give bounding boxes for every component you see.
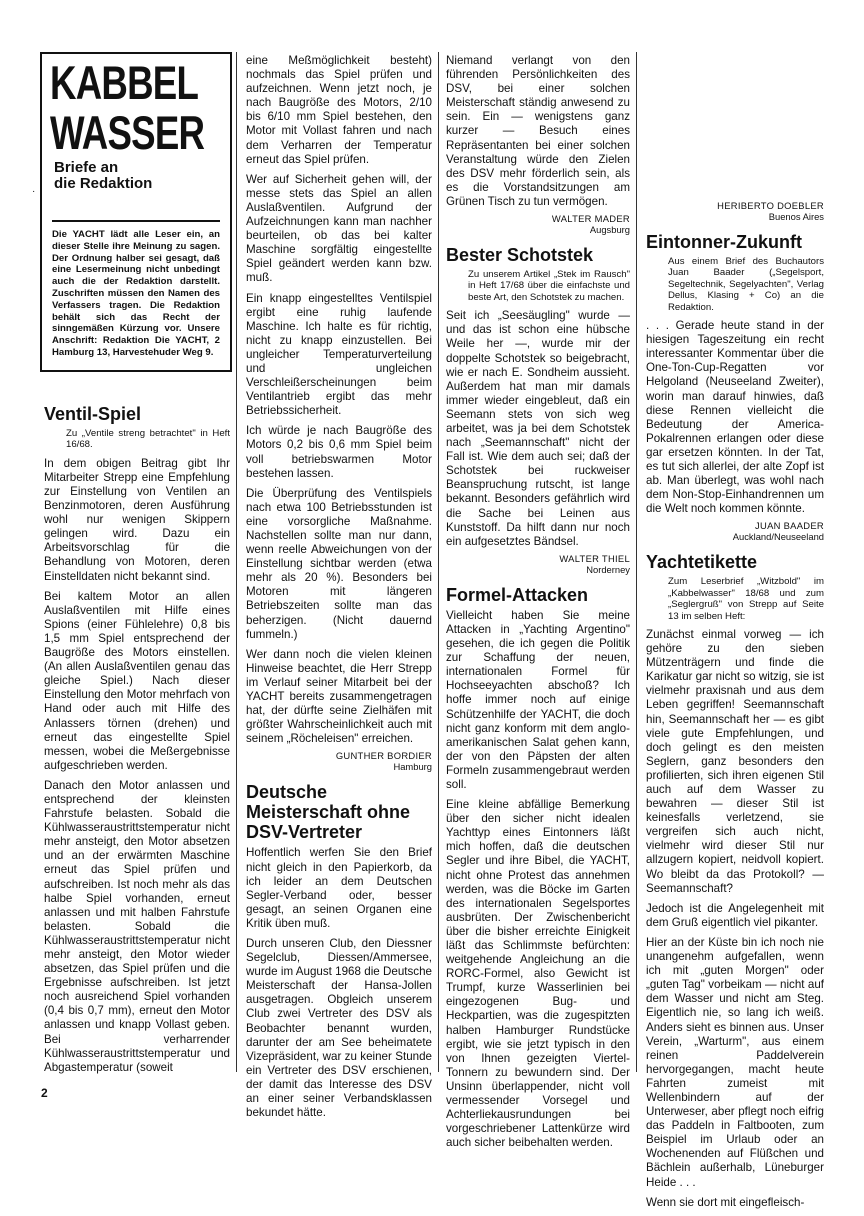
paragraph: Hier an der Küste bin ich noch nie unangenehm aufgefallen, wenn ich mit „guten Morgen" oder „guten Tag" vorbeikam — nicht auf dem Wasser und nicht am Steg. Eigentlich nie, so lang ich weiß. Anders sieht es binnen aus. Unser Verein, „Warturm", aus einem reinen Paddelverein hervorgegangen, macht heute Fahrten zumeist mit Wellenbindern auf der Unterweser, aber pflegt noch eifrig das Paddeln in Faltbooten, zum Beispiel im Urlaub oder an Wochenenden auf Flüßchen und Bächlein außerhalb, Lüneburger Heide . . . bbox=[646, 935, 824, 1189]
paragraph: . . . Gerade heute stand in der hiesigen Tageszeitung ein recht interessanter Kommentar über die One-Ton-Cup-Regatten vor Helgoland (Neuseeland Zweiter), worin man darauf hinwies, daß diese Rennen vielleicht die Bedeutung der America-Pokalrennen erlangen oder diese gar ersetzen könnten. In der Tat, es tut sich allerlei, der alte Zopf ist ab. Man überlegt, was wohl nach dem Non-Stop-Einhandrennen um die Welt noch kommen könnte. bbox=[646, 319, 824, 516]
column-3 bbox=[446, 54, 630, 1156]
letter-title-schotstek: Bester Schotstek bbox=[446, 245, 594, 266]
paragraph: Durch unseren Club, den Diessner Segelclub, Diessen/Ammersee, wurde im August 1968 die Deutsche Meisterschaft der Hansa-Jollen ausgetragen. Obgleich unserem Club zwei Vertreter des DSV als Beobachter benannt wurden, darunter der am See beheimatete Vizepräsident, war zu keiner Stunde ein Vertreter des DSV erschienen, der damit das Interesse des DSV an einer seiner Verbandsklassen bekundet hätte. bbox=[246, 936, 432, 1120]
column-1 bbox=[44, 404, 230, 1081]
column-rule bbox=[636, 52, 637, 1072]
paragraph: Eine kleine abfällige Bemerkung über den sicher nicht idealen Yachttyp eines Eintonners läßt mich hoffen, daß die deutschen Segler und ihre Bibel, die YACHT, nicht ohne Protest das annehmen werden, was die Böcke im Garten des internationalen Segelsportes ausbrüten. Der Zwischenbericht über die bisher erreichte Einigkeit läßt das Schlimmste befürchten: weitgehende Angleichung an die RORC-Formel, also Gewicht ist Trumpf, kurze Wasserlinien bei eingezogenen Bug- und Heckpartien, was die zugespitzten halben Hamburger Rundstücke ergibt, wie sie jetzt typisch in den von Ihnen gezeigten Viertel-Tonnern zu bewundern sind. Der Unsinn überlappender, nicht voll vermessender Vorsegel und Achterliekausrundungen bei vorgeschriebener Lattenkürze wird auch sicher beibehalten werden. bbox=[446, 798, 630, 1150]
signature-eintonner bbox=[646, 520, 824, 542]
paragraph: Wer auf Sicherheit gehen will, der messe stets das Spiel an allen Auslaßventilen. Aufgrund der Aufzeichnungen kann man nachher beurteilen, ob das bei kalter Maschine sorgfältig eingestellte Spiel geändert werden kann bzw. muß. bbox=[246, 172, 432, 285]
signature-formel bbox=[646, 200, 824, 222]
paragraph: Ein knapp eingestelltes Ventilspiel ergibt eine ruhig laufende Maschine. Ich halte es für richtig, nicht zu knapp einzustellen. Bei ungleicher Temperaturverteilung und ungleichen Verschleißerscheinungen beim Ventilantrieb ergibt das mehr Betriebssicherheit. bbox=[246, 291, 432, 418]
paragraph: Seit ich „Seesäugling" wurde — und das ist schon eine hübsche Weile her —, wurde mir der doppelte Schotstek so beigebracht, wie er nach E. Sondheim aussieht. Außerdem hat man mir damals immer wieder eingebleut, daß ein Seemann stets von sich weg arbeitet, was ja bei dem Schotstek nach „Seemannschaft" nicht der Fall ist. Wie dem auch sei; daß der Schotstek bei ruckweiser Beanspruchung rutscht, ist lange bekannt. Besonders gefährlich wird die Sache bei Leinen aus Kunststoff. Da hilft dann nur noch ein aufgesetztes Bändsel. bbox=[446, 309, 630, 548]
paragraph: Hoffentlich werfen Sie den Brief nicht gleich in den Papierkorb, da ich leider an dem Deutschen Segler-Verband oder, besser gesagt, an seinen Organen eine Kritik üben muß. bbox=[246, 846, 432, 930]
masthead-title-line1: KABBEL bbox=[50, 56, 199, 109]
signature-name: WALTER THIEL bbox=[559, 552, 630, 564]
masthead-box bbox=[40, 52, 232, 372]
paragraph: Jedoch ist die Angelegenheit mit dem Gruß eigentlich viel pikanter. bbox=[646, 901, 824, 929]
letter-lead-yachtetikette: Zum Leserbrief „Witzbold" im „Kabbelwasser" 18/68 und zum „Seglergruß" von Strepp auf Seite 13 im selben Heft: bbox=[668, 576, 824, 622]
margin-mark: · bbox=[32, 186, 36, 197]
masthead-title-line2: WASSER bbox=[50, 106, 205, 159]
letter-lead-schotstek: Zu unserem Artikel „Stek im Rausch" in Heft 17/68 über die einfachste und beste Art, den Schotstek zu machen. bbox=[468, 269, 630, 303]
paragraph: Bei kaltem Motor an allen Auslaßventilen mit Hilfe eines Spions (einer Fühlelehre) 0,8 bis 1,5 mm Spiel entsprechend der Baugröße des Motors einstellen. (An allen Auslaßventilen genau das gleiche Spiel.) Nach dieser Einstellung den Motor mehrfach von Hand oder auch mit Hilfe des Anlassers törnen (drehen) und erneut das eingestellte Spiel messen, wobei die Meßergebnisse aufgeschrieben werden. bbox=[44, 589, 230, 772]
signature-schotstek bbox=[446, 553, 630, 575]
masthead-divider bbox=[52, 220, 220, 222]
letter-title-yachtetikette: Yachtetikette bbox=[646, 552, 758, 573]
paragraph: Ich würde je nach Baugröße des Motors 0,2 bis 0,6 mm Spiel beim voll betriebswarmen Motor bestehen lassen. bbox=[246, 424, 432, 480]
signature-place: Norderney bbox=[586, 563, 630, 575]
paragraph: Wer dann noch die vielen kleinen Hinweise beachtet, die Herr Strepp im Verlauf seiner Mitarbeit bei der YACHT bereits zusammengetragen hat, der dürfte seine Zielhäfen mit größter Wahrscheinlichkeit auch mit seinem „Röcheleisen" erreichen. bbox=[246, 647, 432, 746]
paragraph: Vielleicht haben Sie meine Attacken in „Yachting Argentino" gesehen, die ich gegen die Politik zur Schaffung der neuen, internationalen Formel für Hochseeyachten abschoß? Ich hoffe immer noch auf einige Schützenhilfe der YACHT, die doch nicht ganz konform mit dem anglo-amerikanischen Salat gehen kann, der von den Päpsten der alten Formeln zusammengebraut werden soll. bbox=[446, 608, 630, 791]
signature-place: Augsburg bbox=[589, 224, 630, 236]
letter-title-eintonner: Eintonner-Zukunft bbox=[646, 232, 802, 252]
letter-title-ventil: Ventil-Spiel bbox=[44, 404, 142, 424]
signature-place: Buenos Aires bbox=[768, 211, 824, 222]
paragraph: Zunächst einmal vorweg — ich gehöre zu den sieben Mützenträgern und finde die Karikatur gar nicht so witzig, sie ist vielmehr praxisnah und aus dem Leben gegriffen! Seemannschaft hin, Seemannschaft her — es gibt viele gute Empfehlungen, und doch gelingt es den meisten Seglern, ganz besonders den profilierten, sich ihren eigenen Stil auch auf dem Wasser zu bewahren — dieser Stil ist keinesfalls verletzend, sie vergreifen sich auch nicht, vielmehr wird dieser Stil nur allzugern kopiert, neidvoll kopiert. Wo bleibt da das Protokoll? — Seemannschaft? bbox=[646, 627, 824, 895]
column-rule bbox=[236, 52, 237, 1072]
letter-lead-eintonner: Aus einem Brief des Buchautors Juan Baader („Segelsport, Segeltechnik, Segelyachten", Verlag Dellus, Klasing + Co) an die Redaktion. bbox=[668, 256, 824, 313]
signature-name: WALTER MADER bbox=[551, 213, 630, 225]
masthead-subtitle-line1: Briefe an bbox=[54, 159, 119, 176]
masthead-subtitle-line2: die Redaktion bbox=[54, 175, 153, 192]
paragraph: eine Meßmöglichkeit besteht) nochmals das Spiel prüfen und aufzeichnen. Wenn jetzt noch, je nach Baugröße des Motors, 2/10 bis 6/10 mm Spiel bestehen, den Motor mit Vollast fahren und nach dem Verharren der Temperatur erneut das Spiel prüfen. bbox=[246, 54, 432, 166]
paragraph: Danach den Motor anlassen und entsprechend der kleinsten Fahrstufe belasten. Sobald die Kühlwasseraustrittstemperatur nicht mehr ansteigt, den Motor absetzen und an der erwärmten Maschine erneut das Spiel prüfen und aufschreiben. Ist noch mehr als das halbe Spiel vorhanden, erneut anlassen und mit halben Fahrstufe belasten. Sobald die Kühlwasseraustrittstemperatur nicht mehr ansteigt, den Motor wieder absetzen, das Spiel prüfen und die Ergebnisse aufschreiben. Ist jetzt noch ausreichend Spiel vorhanden (0,4 bis 0,7 mm), erneut den Motor anlassen und knapp Vollast geben. Bei verharrender Kühlwasseraustrittstemperatur und Abgastemperatur (soweit bbox=[44, 778, 230, 1074]
paragraph: Wenn sie dort mit eingefleisch- bbox=[646, 1195, 805, 1209]
signature-dsv bbox=[446, 213, 630, 235]
paragraph: Die Überprüfung des Ventilspiels nach etwa 100 Betriebsstunden ist eine vorsorgliche Maßnahme. Nachstellen sollte man nur dann, wenn reelle Abweichungen von der Einstellung sichtbar werden (etwa mehr als 20 %). Besonders bei Motoren mit längeren Betriebszeiten sollte man das beherzigen. (Nicht dauernd fummeln.) bbox=[246, 486, 432, 641]
column-4 bbox=[646, 200, 824, 1216]
signature-name: HERIBERTO DOEBLER bbox=[717, 200, 824, 211]
column-rule bbox=[438, 52, 439, 1072]
signature-name: JUAN BAADER bbox=[755, 520, 824, 532]
paragraph: Niemand verlangt von den führenden Persönlichkeiten des DSV, bei einer solchen Meisterschaft ständig anwesend zu sein. Ein — wenigstens ganz kurzer — Besuch eines Repräsentanten bei einer solchen Veranstaltung würde den Zielen des DSV mehr förderlich sein, als es die Vorstandsitzungen am Grünen Tisch zu tun vermögen. bbox=[446, 54, 630, 208]
letter-lead-ventil: Zu „Ventile streng betrachtet" in Heft 16/68. bbox=[66, 428, 230, 451]
signature-place: Hamburg bbox=[393, 761, 432, 773]
signature-ventil bbox=[246, 750, 432, 772]
masthead-info: Die YACHT lädt alle Leser ein, an dieser Stelle ihre Meinung zu sagen. Der Ordnung halber sei gesagt, daß eine Lesermeinung nicht unbedingt auch die der Redaktion darstellt. Zuschriften müssen den Namen des Verfassers tragen. Die Redaktion behält sich das Recht der sinngemäßen Kürzung vor. Unsere Anschrift: Redaktion Die YACHT, 2 Hamburg 13, Harvestehuder Weg 9. bbox=[52, 229, 220, 358]
letter-title-formel: Formel-Attacken bbox=[446, 584, 589, 605]
signature-place: Auckland/Neuseeland bbox=[732, 531, 824, 543]
page-number: 2 bbox=[41, 1086, 48, 1100]
column-2 bbox=[246, 54, 432, 1126]
signature-name: GUNTHER BORDIER bbox=[335, 750, 432, 762]
paragraph: In dem obigen Beitrag gibt Ihr Mitarbeiter Strepp eine Empfehlung zur Einstellung von Ventilen an Benzinmotoren, deren Ausführung wohl nur wenigen Skippern gelingen wird. Dazu ein Arbeitsvorschlag für die Behandlung von Motoren, deren Einstelldaten nicht bekannt sind. bbox=[44, 456, 230, 583]
letter-title-dsv: Deutsche Meisterschaft ohne DSV-Vertreter bbox=[246, 782, 411, 843]
